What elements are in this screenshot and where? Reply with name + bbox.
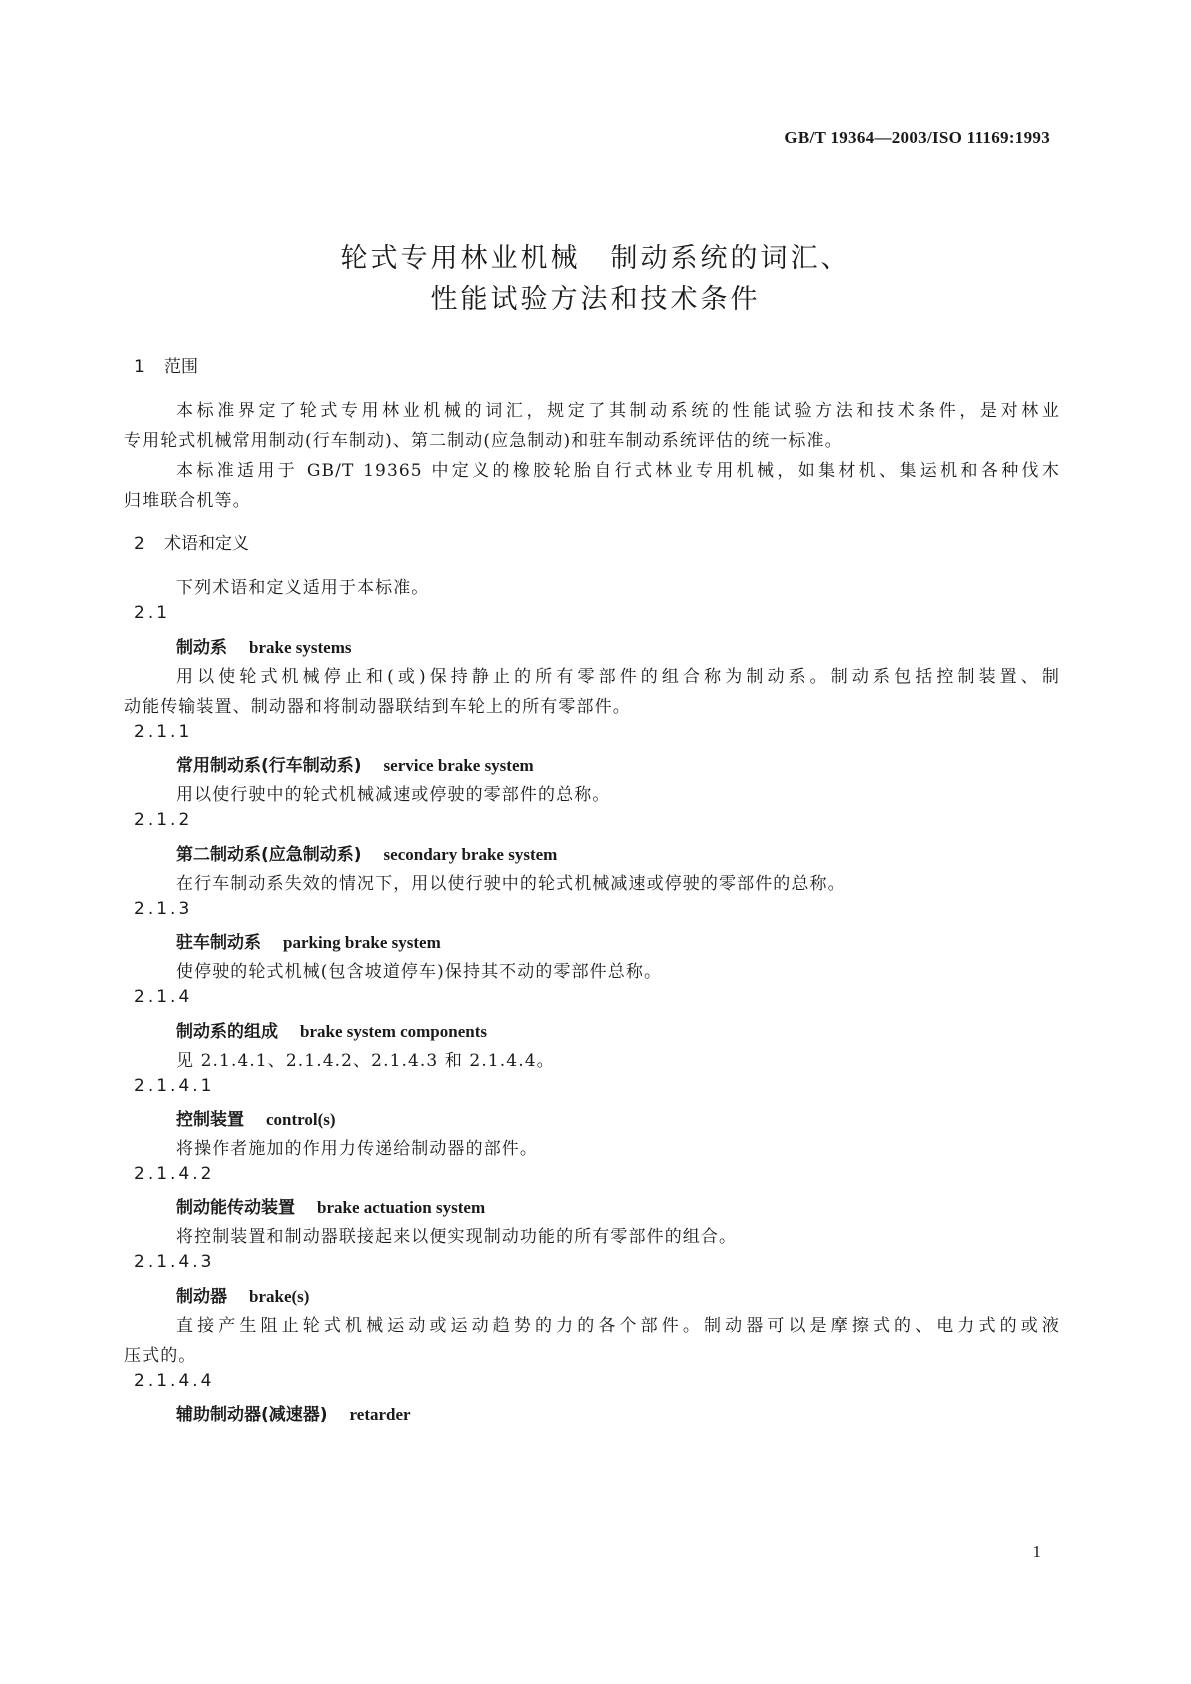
scope-paragraph-2-line-1: 本标准适用于 GB/T 19365 中定义的橡胶轮胎自行式林业专用机械，如集材机、集运机和各种伐木 xyxy=(176,461,1060,481)
term-en: retarder xyxy=(349,1405,411,1424)
term-cn: 驻车制动系 xyxy=(176,933,261,953)
terms-intro: 下列术语和定义适用于本标准。 xyxy=(176,578,430,598)
clause-number: 2.1.4.1 xyxy=(134,1076,215,1096)
scope-paragraph-2-line-2: 归堆联合机等。 xyxy=(124,491,251,511)
term-entry xyxy=(176,633,351,658)
definition-line: 用以使轮式机械停止和(或)保持静止的所有零部件的组合称为制动系。制动系包括控制装置、制 xyxy=(176,667,1060,687)
section-title: 范围 xyxy=(164,357,198,377)
term-en: control(s) xyxy=(266,1110,336,1129)
definition-line: 使停驶的轮式机械(包含坡道停车)保持其不动的零部件总称。 xyxy=(176,962,663,982)
clause-number: 2.1.4.3 xyxy=(134,1252,215,1272)
section-number: 1 xyxy=(134,357,145,377)
clause-number: 2.1 xyxy=(134,603,171,623)
term-cn: 制动系 xyxy=(176,638,227,658)
document-title-line1: 轮式专用林业机械 制动系统的词汇、 xyxy=(340,243,851,274)
section-title: 术语和定义 xyxy=(164,534,249,554)
term-en: brake(s) xyxy=(249,1287,310,1306)
section-heading-terms xyxy=(134,529,249,554)
definition-line: 动能传输装置、制动器和将制动器联结到车轮上的所有零部件。 xyxy=(124,697,631,717)
clause-number: 2.1.4 xyxy=(134,987,193,1007)
term-en: brake systems xyxy=(249,638,352,657)
scope-paragraph-1-line-1: 本标准界定了轮式专用林业机械的词汇，规定了其制动系统的性能试验方法和技术条件，是对林业 xyxy=(176,401,1060,421)
definition-line: 用以使行驶中的轮式机械减速或停驶的零部件的总称。 xyxy=(176,785,611,805)
term-cn: 常用制动系(行车制动系) xyxy=(176,756,362,776)
clause-number: 2.1.3 xyxy=(134,899,193,919)
term-entry xyxy=(176,1193,485,1218)
term-cn: 制动系的组成 xyxy=(176,1022,278,1042)
clause-number: 2.1.4.4 xyxy=(134,1371,215,1391)
term-en: service brake system xyxy=(383,756,534,775)
definition-line: 直接产生阻止轮式机械运动或运动趋势的力的各个部件。制动器可以是摩擦式的、电力式的或液 xyxy=(176,1316,1060,1336)
definition-line: 将控制装置和制动器联接起来以便实现制动功能的所有零部件的组合。 xyxy=(176,1227,738,1247)
term-cn: 控制装置 xyxy=(176,1110,244,1130)
term-en: brake system components xyxy=(300,1022,487,1041)
term-en: secondary brake system xyxy=(383,845,558,864)
definition-line: 将操作者施加的作用力传递给制动器的部件。 xyxy=(176,1139,538,1159)
document-title-line2: 性能试验方法和技术条件 xyxy=(430,284,761,315)
definition-line: 见 2.1.4.1、2.1.4.2、2.1.4.3 和 2.1.4.4。 xyxy=(176,1051,555,1071)
scope-paragraph-1-line-2: 专用轮式机械常用制动(行车制动)、第二制动(应急制动)和驻车制动系统评估的统一标准。 xyxy=(124,431,843,451)
section-heading-scope xyxy=(134,352,198,377)
term-en: brake actuation system xyxy=(317,1198,486,1217)
term-cn: 辅助制动器(减速器) xyxy=(176,1405,328,1425)
page-number: 1 xyxy=(1032,1542,1041,1561)
term-entry xyxy=(176,840,557,865)
term-entry xyxy=(176,1017,487,1042)
clause-number: 2.1.1 xyxy=(134,722,193,742)
term-cn: 制动能传动装置 xyxy=(176,1198,295,1218)
section-number: 2 xyxy=(134,534,145,554)
term-entry xyxy=(176,1105,336,1130)
term-entry xyxy=(176,928,441,953)
clause-number: 2.1.2 xyxy=(134,810,193,830)
term-cn: 制动器 xyxy=(176,1287,227,1307)
term-cn: 第二制动系(应急制动系) xyxy=(176,845,362,865)
term-entry xyxy=(176,1400,411,1425)
term-en: parking brake system xyxy=(283,933,441,952)
term-entry xyxy=(176,751,534,776)
term-entry xyxy=(176,1282,309,1307)
standard-code: GB/T 19364—2003/ISO 11169:1993 xyxy=(784,128,1050,147)
clause-number: 2.1.4.2 xyxy=(134,1164,215,1184)
definition-line: 在行车制动系失效的情况下，用以使行驶中的轮式机械减速或停驶的零部件的总称。 xyxy=(176,874,846,894)
definition-line: 压式的。 xyxy=(124,1346,197,1366)
